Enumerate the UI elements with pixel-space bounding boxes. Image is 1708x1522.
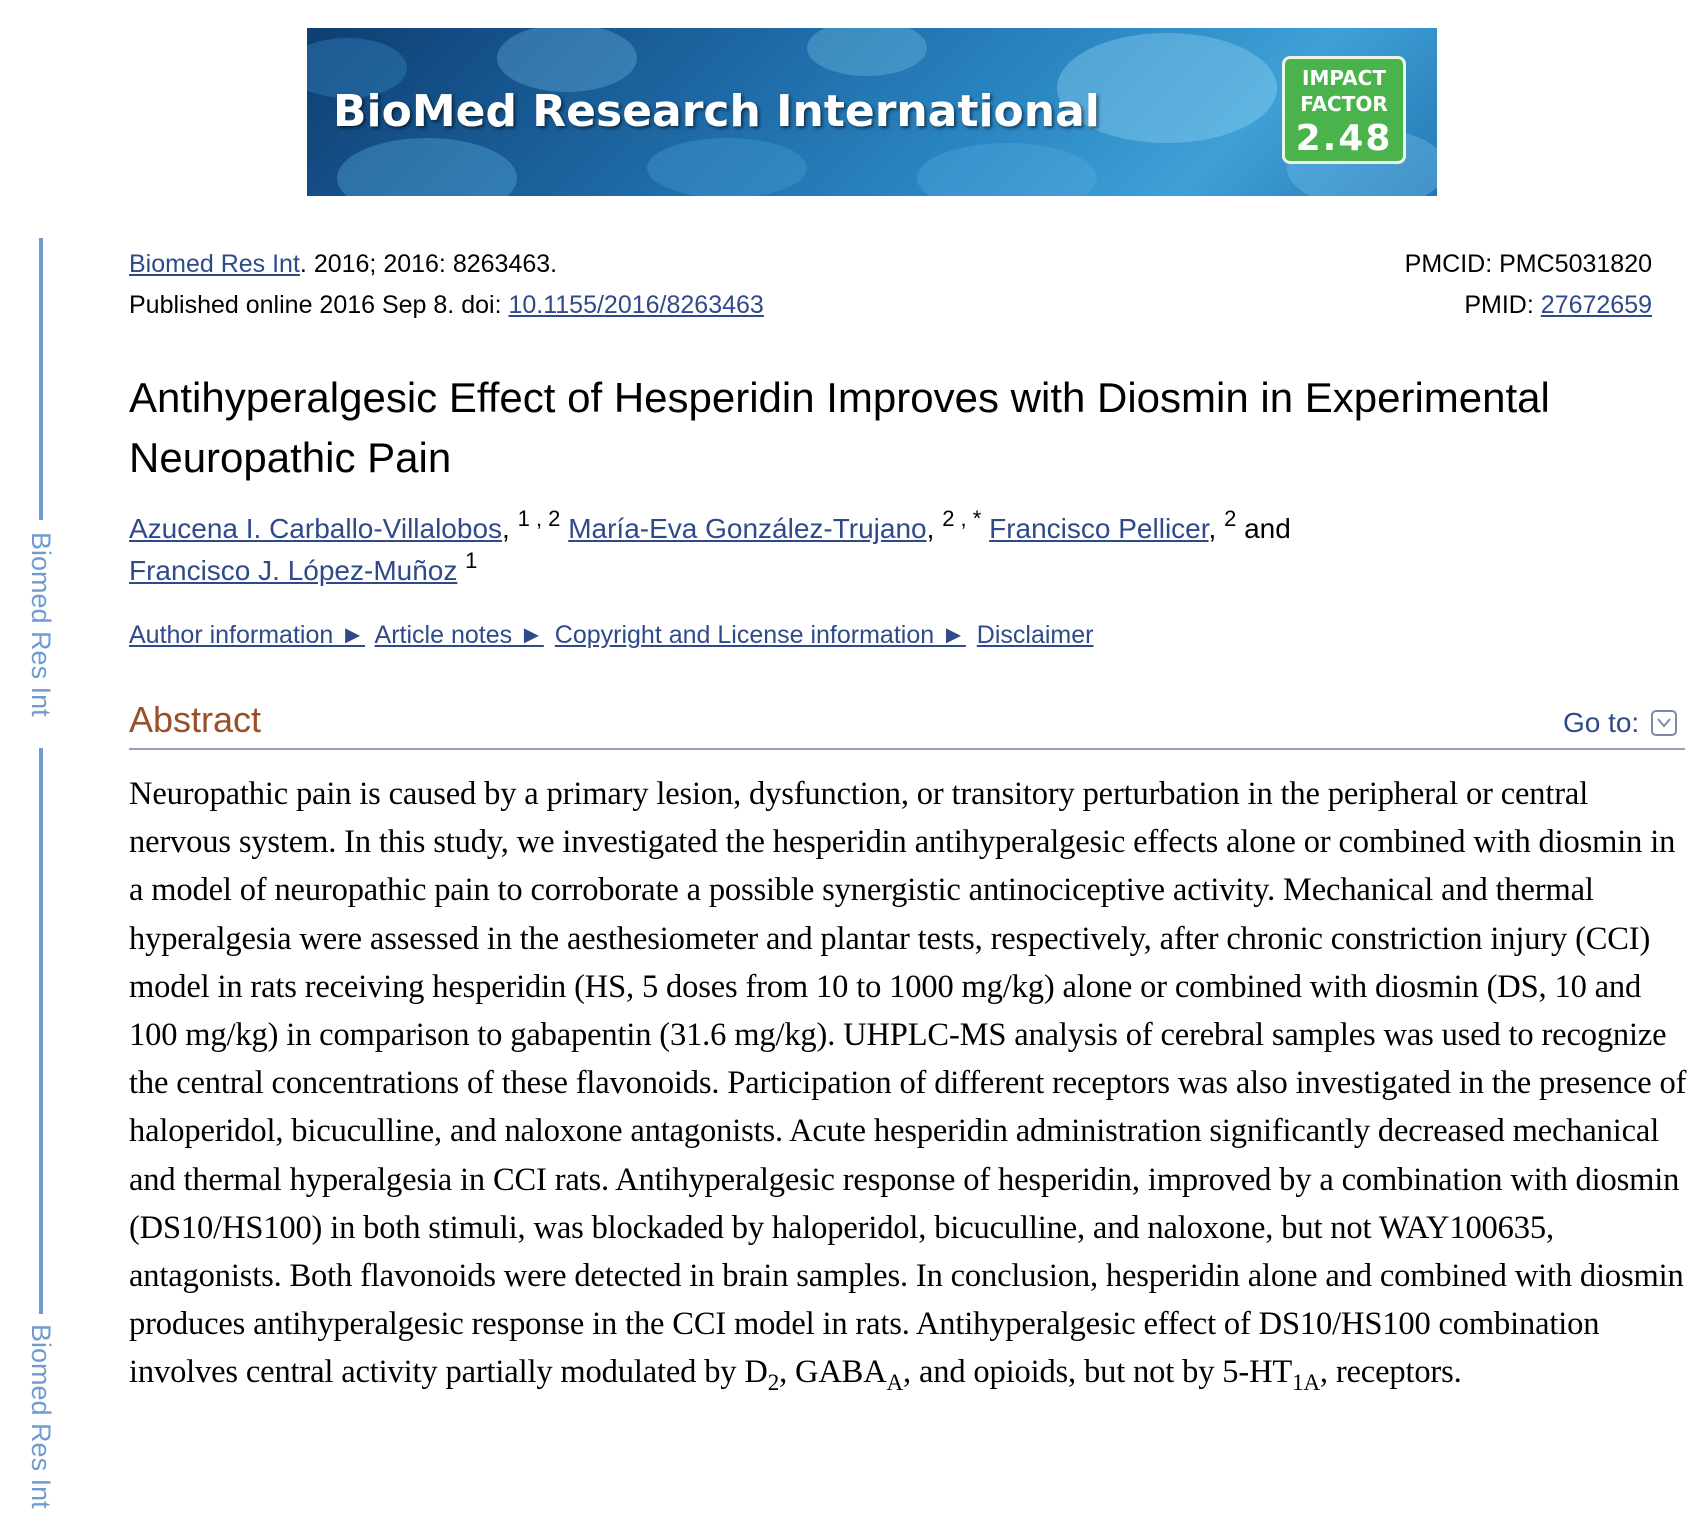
copyright-license-link[interactable]: Copyright and License information ► xyxy=(554,621,966,649)
pmid-line xyxy=(1405,285,1652,326)
published-prefix: Published online 2016 Sep 8. doi: xyxy=(129,291,509,319)
abstract-text-gaba: , GABA xyxy=(779,1354,887,1391)
author-information-link[interactable]: Author information ► xyxy=(129,621,365,649)
author-line-2 xyxy=(129,550,1291,592)
article-title: Antihyperalgesic Effect of Hesperidin Improves with Diosmin in Experimental Neuropathic Pain xyxy=(129,374,1550,481)
side-bar-top xyxy=(39,238,43,520)
citation-block xyxy=(129,244,764,326)
citation-line-1 xyxy=(129,244,764,285)
article-notes-link[interactable]: Article notes ► xyxy=(374,621,544,649)
citation-year-volume: . 2016; 2016: 8263463. xyxy=(299,250,558,278)
pmid-link[interactable]: 27672659 xyxy=(1540,291,1652,319)
journal-link[interactable]: Biomed Res Int xyxy=(129,250,300,278)
chevron-down-icon[interactable] xyxy=(1651,710,1677,736)
author-link[interactable]: Francisco J. López-Muñoz xyxy=(129,555,458,586)
author-affiliation: 1 xyxy=(465,548,478,573)
impact-factor-value: 2.48 xyxy=(1295,118,1393,159)
author-line-1 xyxy=(129,508,1291,550)
author-link[interactable]: Azucena I. Carballo-Villalobos xyxy=(129,513,503,544)
abstract-text-opioids: , and opioids, but not by 5-HT xyxy=(903,1354,1293,1391)
abstract-text xyxy=(129,770,1694,1397)
doi-link[interactable]: 10.1155/2016/8263463 xyxy=(508,291,764,319)
journal-banner[interactable] xyxy=(307,28,1437,196)
author-conjunction: and xyxy=(1244,513,1291,544)
pmid-label: PMID: xyxy=(1464,291,1541,319)
impact-factor-badge xyxy=(1282,56,1406,164)
receptor-subscript: 1A xyxy=(1292,1370,1320,1396)
abstract-text-end: , receptors. xyxy=(1319,1354,1462,1391)
author-affiliation: 2 , * xyxy=(942,506,982,531)
author-link[interactable]: Francisco Pellicer xyxy=(989,513,1209,544)
abstract-main-text: Neuropathic pain is caused by a primary lesion, dysfunction, or transitory perturbation in the peripheral or central nervous system. In this study, we investigated the hesperidin antihyperalgesic effects alone or combined with diosmin in a model of neuropathic pain to corroborate a possible synergistic antinociceptive activity. Mechanical and thermal hyperalgesia were assessed in the aesthesiometer and plantar tests, respectively, after chronic constriction injury (CCI) model in rats receiving hesperidin (HS, 5 doses from 10 to 1000 mg/kg) alone or combined with diosmin (DS, 10 and 100 mg/kg) in comparison to gabapentin (31.6 mg/kg). UHPLC-MS analysis of cerebral samples was used to recognize the central concentrations of these flavonoids. Participation of different receptors was also investigated in the presence of haloperidol, bicuculline, and naloxone antagonists. Acute hesperidin administration significantly decreased mechanical and thermal hyperalgesia in CCI rats. Antihyperalgesic response of hesperidin, improved by a combination with diosmin (DS10/HS100) in both stimuli, was blockaded by haloperidol, bicuculline, and naloxone, but not WAY100635, antagonists. Both flavonoids were detected in brain samples. In conclusion, hesperidin alone and combined with diosmin produces antihyperalgesic response in the CCI model in rats. Antihyperalgesic effect of DS10/HS100 combination involves central activity partially modulated by D xyxy=(129,776,1687,1391)
impact-label-1: IMPACT xyxy=(1302,66,1386,90)
abstract-section-header xyxy=(129,698,1685,750)
author-affiliation: 2 xyxy=(1224,506,1237,531)
receptor-subscript: A xyxy=(886,1370,903,1396)
pmcid: PMCID: PMC5031820 xyxy=(1404,250,1652,278)
impact-label-2: FACTOR xyxy=(1300,92,1388,116)
author-link[interactable]: María-Eva González-Trujano xyxy=(568,513,927,544)
abstract-heading: Abstract xyxy=(129,699,262,740)
receptor-subscript: 2 xyxy=(767,1370,780,1396)
author-list xyxy=(129,508,1291,592)
goto-label: Go to: xyxy=(1562,707,1640,738)
identifiers-block xyxy=(1405,244,1652,326)
article-info-links xyxy=(129,618,1097,652)
citation-line-2 xyxy=(129,285,764,326)
banner-journal-title: BioMed Research International xyxy=(333,86,1100,137)
author-separator: , xyxy=(926,513,935,544)
author-separator: , xyxy=(1208,513,1217,544)
side-journal-label-1: Biomed Res Int xyxy=(26,532,56,717)
side-journal-label-2: Biomed Res Int xyxy=(26,1324,56,1509)
goto-menu[interactable] xyxy=(1563,706,1677,740)
author-separator: , xyxy=(502,513,510,544)
side-bar-middle xyxy=(39,748,43,1314)
disclaimer-link[interactable]: Disclaimer xyxy=(976,621,1094,649)
author-affiliation: 1 , 2 xyxy=(517,506,561,531)
